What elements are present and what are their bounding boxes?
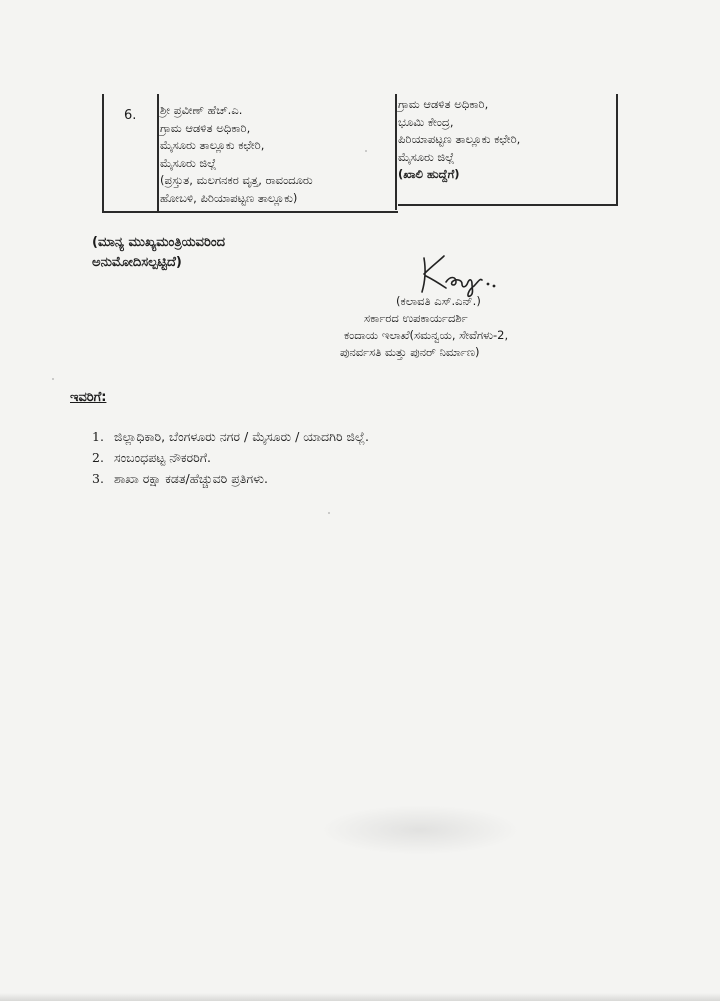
approval-line-1: (ಮಾನ್ಯ ಮುಖ್ಯಮಂತ್ರಿಯವರಿಂದ xyxy=(92,235,226,250)
current-post-line: ಹೋಬಳಿ, ಪಿರಿಯಾಪಟ್ಟಣ ತಾಲ್ಲೂಕು) xyxy=(160,190,298,205)
current-post-line: ಶ್ರೀ ಪ್ರವೀಣ್ ಹೆಚ್.ಎ. xyxy=(160,103,243,117)
signatory-department-line-1: ಕಂದಾಯ ಇಲಾಖೆ(ಸಮನ್ವಯ, ಸೇವೆಗಳು-2, xyxy=(344,328,509,342)
table-divider-1 xyxy=(157,94,159,212)
current-post-line: ಮೈಸೂರು ತಾಲ್ಲೂಕು ಕಛೇರಿ, xyxy=(160,138,265,152)
list-item-number: 3. xyxy=(92,471,104,486)
table-border-bottom-right xyxy=(398,204,618,206)
table-serial: 6. xyxy=(124,108,137,123)
list-item-text: ಶಾಖಾ ರಕ್ಷಾ ಕಡತ/ಹೆಚ್ಚುವರಿ ಪ್ರತಿಗಳು. xyxy=(114,471,268,486)
list-item-number: 2. xyxy=(92,450,104,465)
current-post-line: ಮೈಸೂರು ಜಿಲ್ಲೆ xyxy=(160,155,217,170)
signatory-name: (ಕಲಾವತಿ ಎಸ್.ಎನ್.) xyxy=(396,294,481,308)
signatory-department-line-2: ಪುನರ್ವಸತಿ ಮತ್ತು ಪುನರ್ ನಿರ್ಮಾಣ) xyxy=(340,345,480,359)
list-item xyxy=(92,426,369,447)
recipients-list xyxy=(92,426,369,489)
current-post-cell xyxy=(160,102,313,207)
table-border-right xyxy=(616,94,618,206)
current-post-line: ಗ್ರಾಮ ಆಡಳಿತ ಅಧಿಕಾರಿ, xyxy=(160,120,251,135)
scan-speck xyxy=(365,150,367,152)
vacant-post-note: (ಖಾಲಿ ಹುದ್ದೆಗೆ) xyxy=(398,167,460,181)
scan-smudge xyxy=(320,805,520,855)
list-item-text: ಜಿಲ್ಲಾಧಿಕಾರಿ, ಬೆಂಗಳೂರು ನಗರ / ಮೈಸೂರು / ಯಾದಗಿರಿ ಜಿಲ್ಲೆ. xyxy=(114,429,369,444)
new-post-cell xyxy=(398,96,520,184)
list-item xyxy=(92,447,369,468)
page-edge-shadow xyxy=(0,993,720,1001)
new-post-line: ಪಿರಿಯಾಪಟ್ಟಣ ತಾಲ್ಲೂಕು ಕಛೇರಿ, xyxy=(398,132,521,146)
table-border-bottom xyxy=(102,211,398,213)
signature xyxy=(410,248,520,298)
new-post-line: ಮೈಸೂರು ಜಿಲ್ಲೆ xyxy=(398,149,455,164)
table-border-left xyxy=(102,94,104,212)
table-divider-2 xyxy=(395,94,397,210)
approval-note xyxy=(92,233,225,273)
list-item-text: ಸಂಬಂಧಪಟ್ಟ ನೌಕರರಿಗೆ. xyxy=(114,450,211,465)
new-post-line: ಗ್ರಾಮ ಆಡಳಿತ ಅಧಿಕಾರಿ, xyxy=(398,97,489,111)
scan-speck xyxy=(328,512,330,514)
signatory-designation: ಸರ್ಕಾರದ ಉಪಕಾರ್ಯದರ್ಶಿ xyxy=(364,311,468,325)
current-post-line: (ಪ್ರಸ್ತುತ, ಮಲಗನಕರ ವೃತ್ತ, ರಾವಂದೂರು xyxy=(160,173,313,187)
list-item-number: 1. xyxy=(92,429,104,444)
list-item xyxy=(92,468,369,489)
new-post-line: ಭೂಮಿ ಕೇಂದ್ರ, xyxy=(398,114,454,129)
signatory-block xyxy=(340,293,508,361)
recipients-heading: ಇವರಿಗೆ: xyxy=(70,390,107,405)
scan-speck xyxy=(52,378,54,380)
approval-line-2: ಅನುಮೋದಿಸಲ್ಪಟ್ಟಿದೆ) xyxy=(92,255,182,270)
